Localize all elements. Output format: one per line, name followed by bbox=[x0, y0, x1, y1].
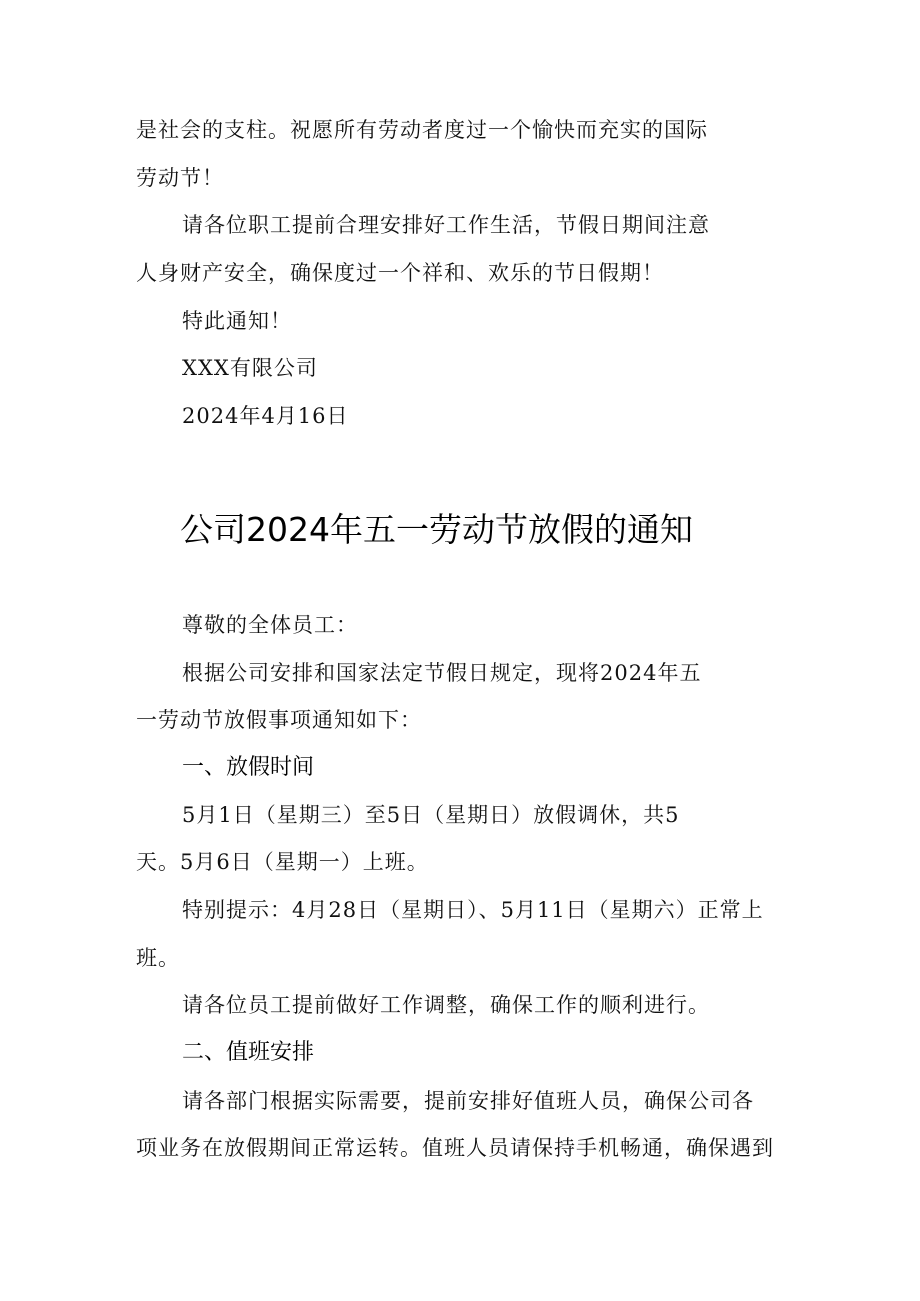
paragraph-line: 特别提示：4月28日（星期日）、5月11日（星期六）正常上 bbox=[182, 898, 764, 922]
paragraph-line: 项业务在放假期间正常运转。值班人员请保持手机畅通，确保遇到 bbox=[136, 1136, 774, 1160]
paragraph-line: 5月1日（星期三）至5日（星期日）放假调休，共5 bbox=[182, 803, 680, 827]
salutation: 尊敬的全体员工： bbox=[182, 613, 358, 637]
closing-line: 特此通知！ bbox=[182, 309, 292, 333]
date-line: 2024年4月16日 bbox=[182, 404, 349, 428]
paragraph-line: 班。 bbox=[136, 946, 180, 970]
notice-title: 公司2024年五一劳动节放假的通知 bbox=[180, 510, 693, 549]
company-name: XXX有限公司 bbox=[182, 356, 318, 380]
paragraph-line: 请各部门根据实际需要，提前安排好值班人员，确保公司各 bbox=[182, 1089, 754, 1113]
paragraph-line: 请各位员工提前做好工作调整，确保工作的顺利进行。 bbox=[182, 993, 710, 1017]
paragraph-line: 一劳动节放假事项通知如下： bbox=[136, 708, 422, 732]
paragraph-line: 劳动节！ bbox=[136, 166, 224, 190]
paragraph-line: 天。5月6日（星期一）上班。 bbox=[136, 850, 429, 874]
section-heading: 二、值班安排 bbox=[182, 1040, 315, 1065]
paragraph-line: 是社会的支柱。祝愿所有劳动者度过一个愉快而充实的国际 bbox=[136, 118, 708, 142]
section-heading: 一、放假时间 bbox=[182, 755, 315, 780]
paragraph-line: 人身财产安全，确保度过一个祥和、欢乐的节日假期！ bbox=[136, 261, 664, 285]
paragraph-line: 根据公司安排和国家法定节假日规定，现将2024年五 bbox=[182, 661, 702, 685]
paragraph-line: 请各位职工提前合理安排好工作生活，节假日期间注意 bbox=[182, 213, 710, 237]
